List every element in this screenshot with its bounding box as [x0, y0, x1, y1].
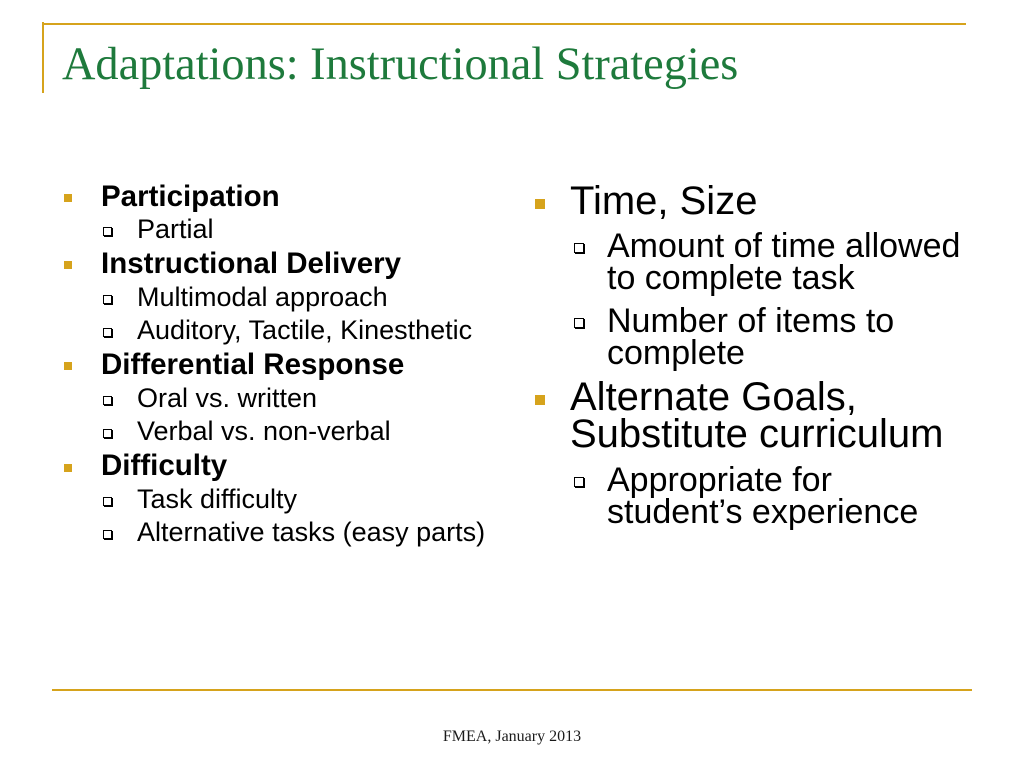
sub-bullet-label: Alternative tasks (easy parts) [137, 517, 486, 548]
hollow-square-bullet-icon [574, 477, 584, 487]
hollow-square-bullet-icon [103, 295, 112, 304]
sub-bullet-label: Oral vs. written [137, 382, 318, 413]
hollow-square-bullet-icon [103, 497, 112, 506]
title-frame-top-rule [42, 23, 966, 25]
slide-title: Adaptations: Instructional Strategies [62, 39, 739, 90]
sub-bullet-label: Auditory, Tactile, Kinesthetic [137, 315, 473, 346]
sub-bullet-item [0, 382, 520, 416]
bullet-label: Time, Size [570, 178, 758, 223]
sub-bullet-item [530, 301, 965, 372]
hollow-square-bullet-icon [103, 227, 112, 236]
sub-bullet-item [0, 415, 520, 449]
right-bullet-list [530, 178, 965, 531]
sub-bullet-label: Task difficulty [137, 483, 298, 514]
bullet-item [0, 247, 520, 281]
square-bullet-icon [535, 395, 545, 405]
sub-bullet-label: Amount of time allowed to complete task [607, 227, 961, 297]
square-bullet-icon [64, 261, 72, 269]
bullet-item [0, 180, 520, 214]
title-frame-vertical-rule [42, 22, 44, 93]
sub-bullet-item [0, 483, 520, 517]
sub-bullet-label: Verbal vs. non-verbal [137, 416, 391, 447]
hollow-square-bullet-icon [103, 429, 112, 438]
bullet-item [530, 178, 965, 223]
hollow-square-bullet-icon [574, 243, 584, 253]
bullet-item [0, 449, 520, 483]
sub-bullet-item [0, 314, 520, 348]
left-bullet-list [0, 180, 520, 551]
sub-bullet-item [0, 281, 520, 315]
bullet-label: Alternate Goals, Substitute curriculum [570, 375, 944, 456]
sub-bullet-item [0, 213, 520, 247]
hollow-square-bullet-icon [103, 530, 112, 539]
hollow-square-bullet-icon [103, 328, 112, 337]
bullet-label: Differential Response [101, 347, 405, 381]
hollow-square-bullet-icon [574, 318, 584, 328]
sub-bullet-label: Multimodal approach [137, 281, 388, 312]
bullet-label: Participation [101, 179, 280, 213]
sub-bullet-item [0, 516, 520, 550]
sub-bullet-item [530, 227, 965, 297]
sub-bullet-label: Appropriate for student’s experience [607, 460, 919, 531]
sub-bullet-label: Partial [137, 214, 214, 245]
sub-bullet-label: Number of items to complete [607, 301, 895, 372]
bullet-label: Instructional Delivery [101, 246, 402, 280]
bullet-label: Difficulty [101, 449, 228, 482]
bullet-item [0, 348, 520, 382]
slide-footer: FMEA, January 2013 [442, 728, 582, 745]
square-bullet-icon [535, 199, 545, 209]
square-bullet-icon [64, 464, 72, 472]
bullet-item [530, 375, 965, 456]
square-bullet-icon [64, 194, 72, 202]
hollow-square-bullet-icon [103, 396, 112, 405]
square-bullet-icon [64, 362, 72, 370]
sub-bullet-item [530, 460, 965, 531]
footer-rule [52, 689, 972, 691]
